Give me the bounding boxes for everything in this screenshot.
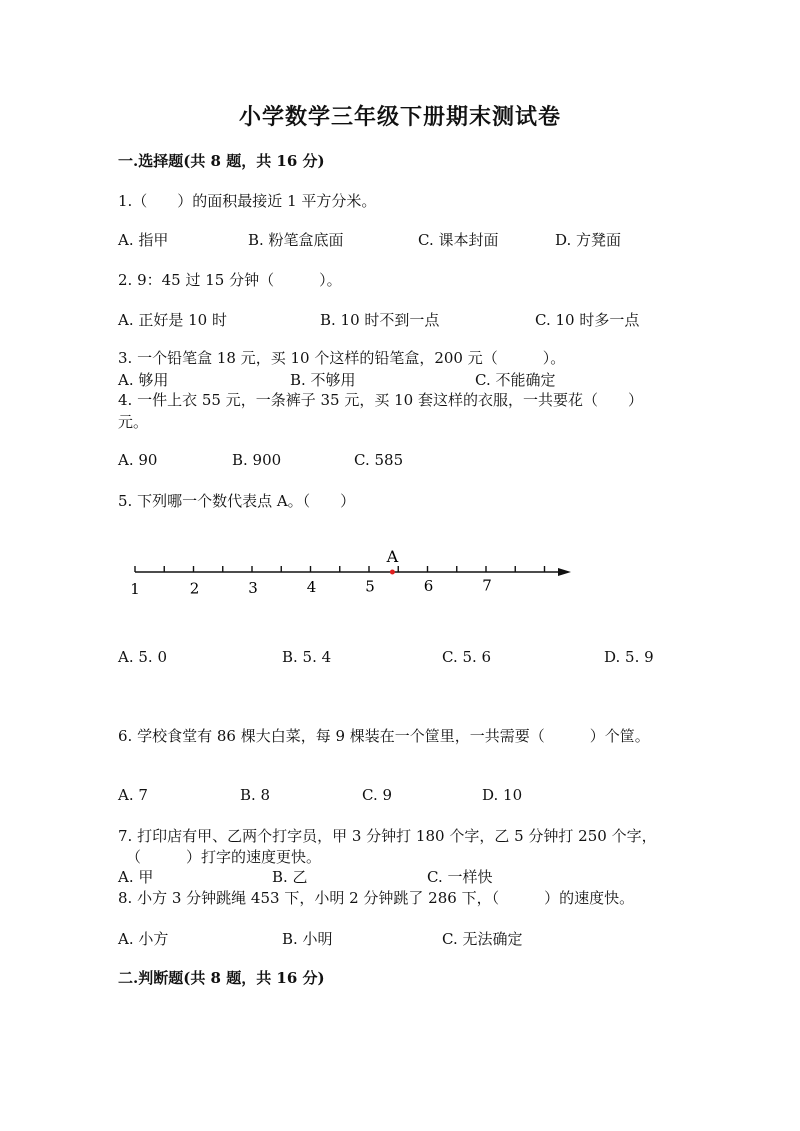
question-6-option-c: C. 9 xyxy=(362,786,393,804)
question-4-option-c: C. 585 xyxy=(354,451,404,469)
question-2-stem: 2. 9：45 过 15 分钟（ ）。 xyxy=(118,271,342,289)
question-7-option-a: A. 甲 xyxy=(118,868,154,886)
question-5-option-d: D. 5. 9 xyxy=(604,648,654,666)
question-2-option-b: B. 10 时不到一点 xyxy=(320,311,440,329)
number-line-label: 6 xyxy=(423,577,434,595)
question-1-stem: 1.（ ）的面积最接近 1 平方分米。 xyxy=(118,192,377,210)
question-1-option-a: A. 指甲 xyxy=(118,231,169,249)
question-7-option-b: B. 乙 xyxy=(272,868,308,886)
question-3-option-c: C. 不能确定 xyxy=(475,371,556,389)
question-4-option-b: B. 900 xyxy=(232,451,282,469)
question-3-stem: 3. 一个铅笔盒 18 元，买 10 个这样的铅笔盒，200 元（ ）。 xyxy=(118,349,566,367)
number-line-label: 1 xyxy=(130,580,140,598)
section-heading-judgement: 二.判断题(共 8 题，共 16 分) xyxy=(118,969,325,987)
number-line-label: 7 xyxy=(482,576,492,595)
question-1-option-c: C. 课本封面 xyxy=(418,231,499,249)
number-line-arrow xyxy=(558,568,571,576)
question-2-option-c: C. 10 时多一点 xyxy=(535,311,640,329)
point-a-marker xyxy=(390,570,395,575)
question-7-stem-continued: （ ）打字的速度更快。 xyxy=(126,848,322,866)
question-6-option-a: A. 7 xyxy=(118,786,148,804)
number-line-label: 3 xyxy=(248,578,258,597)
number-line-label: 5 xyxy=(365,577,375,596)
question-3-option-a: A. 够用 xyxy=(118,371,169,389)
question-1-option-d: D. 方凳面 xyxy=(555,231,622,249)
question-5-option-b: B. 5. 4 xyxy=(282,648,332,666)
question-2-option-a: A. 正好是 10 时 xyxy=(118,311,227,329)
question-7-option-c: C. 一样快 xyxy=(427,868,493,886)
question-5-stem: 5. 下列哪一个数代表点 A。（ ） xyxy=(118,492,356,510)
question-8-option-c: C. 无法确定 xyxy=(442,930,523,948)
question-4-stem-continued: 元。 xyxy=(118,413,149,431)
question-5-option-c: C. 5. 6 xyxy=(442,648,492,666)
number-line-label: 2 xyxy=(189,579,200,598)
question-6-option-d: D. 10 xyxy=(482,786,523,804)
point-a-label: A xyxy=(386,547,399,566)
question-4-stem: 4. 一件上衣 55 元，一条裤子 35 元，买 10 套这样的衣服，一共要花（ ） xyxy=(118,391,643,409)
question-5-option-a: A. 5. 0 xyxy=(118,648,167,666)
question-3-option-b: B. 不够用 xyxy=(290,371,356,389)
question-8-stem: 8. 小方 3 分钟跳绳 453 下，小明 2 分钟跳了 286 下，（ ）的速度快。 xyxy=(118,889,635,907)
question-4-option-a: A. 90 xyxy=(118,451,158,469)
number-line xyxy=(128,545,578,605)
question-8-option-b: B. 小明 xyxy=(282,930,333,948)
question-1-option-b: B. 粉笔盒底面 xyxy=(248,231,344,249)
question-7-stem: 7. 打印店有甲、乙两个打字员，甲 3 分钟打 180 个字，乙 5 分钟打 250 个字， xyxy=(118,827,657,845)
page-title: 小学数学三年级下册期末测试卷 xyxy=(238,104,561,130)
question-6-stem: 6. 学校食堂有 86 棵大白菜，每 9 棵装在一个筐里，一共需要（ ）个筐。 xyxy=(118,727,650,745)
question-8-option-a: A. 小方 xyxy=(118,930,169,948)
section-heading-choice: 一.选择题(共 8 题，共 16 分) xyxy=(118,152,325,170)
question-6-option-b: B. 8 xyxy=(240,786,271,804)
number-line-label: 4 xyxy=(306,578,317,597)
